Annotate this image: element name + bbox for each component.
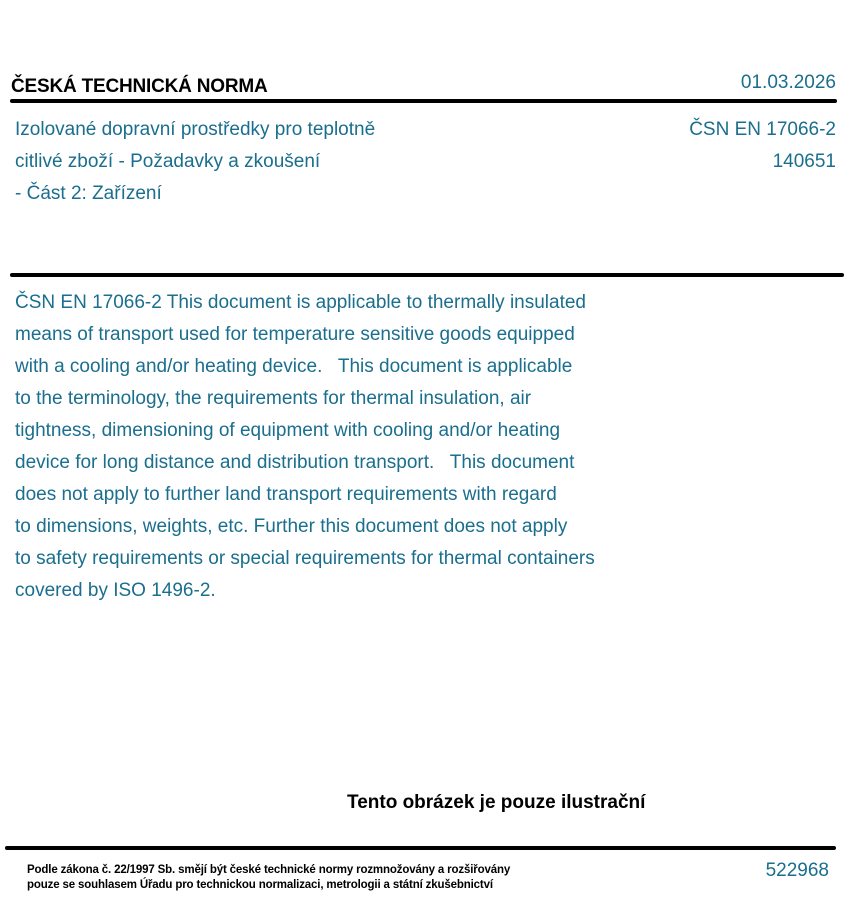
abstract-text [15, 287, 695, 607]
standard-title-line: - Část 2: Zařízení [15, 183, 162, 204]
standard-title-line: Izolované dopravní prostředky pro teplotně [15, 119, 376, 140]
document-number: 522968 [765, 860, 829, 881]
legal-notice-line: Podle zákona č. 22/1997 Sb. smějí být české technické normy rozmnožovány a rozšiřovány [27, 864, 511, 876]
abstract-line: to the terminology, the requirements for thermal insulation, air [15, 388, 532, 409]
standard-identifiers [689, 114, 836, 178]
abstract-line: covered by ISO 1496-2. [15, 580, 216, 601]
divider-bottom [5, 846, 836, 850]
abstract-line: device for long distance and distribution transport. This document [15, 452, 575, 473]
abstract-line: to dimensions, weights, etc. Further this document does not apply [15, 516, 568, 537]
abstract-line: ČSN EN 17066-2 This document is applicable to thermally insulated [15, 292, 587, 313]
document-type-title: ČESKÁ TECHNICKÁ NORMA [11, 76, 268, 97]
abstract-line: with a cooling and/or heating device. This document is applicable [15, 356, 573, 377]
divider-middle [10, 273, 844, 277]
standard-title-line: citlivé zboží - Požadavky a zkoušení [15, 151, 321, 172]
abstract-line: tightness, dimensioning of equipment with cooling and/or heating [15, 420, 561, 441]
abstract-line: does not apply to further land transport requirements with regard [15, 484, 557, 505]
abstract-line: to safety requirements or special requirements for thermal containers [15, 548, 595, 569]
standard-class-number: 140651 [772, 151, 836, 172]
standard-designation: ČSN EN 17066-2 [689, 119, 836, 140]
illustration-disclaimer: Tento obrázek je pouze ilustrační [347, 792, 646, 813]
effective-date: 01.03.2026 [740, 72, 836, 93]
abstract-line: means of transport used for temperature sensitive goods equipped [15, 324, 575, 345]
standard-title [15, 114, 375, 210]
legal-notice [27, 863, 510, 893]
legal-notice-line: pouze se souhlasem Úřadu pro technickou normalizaci, metrologii a státní zkušebnictví [27, 879, 493, 891]
divider-top [10, 99, 837, 103]
